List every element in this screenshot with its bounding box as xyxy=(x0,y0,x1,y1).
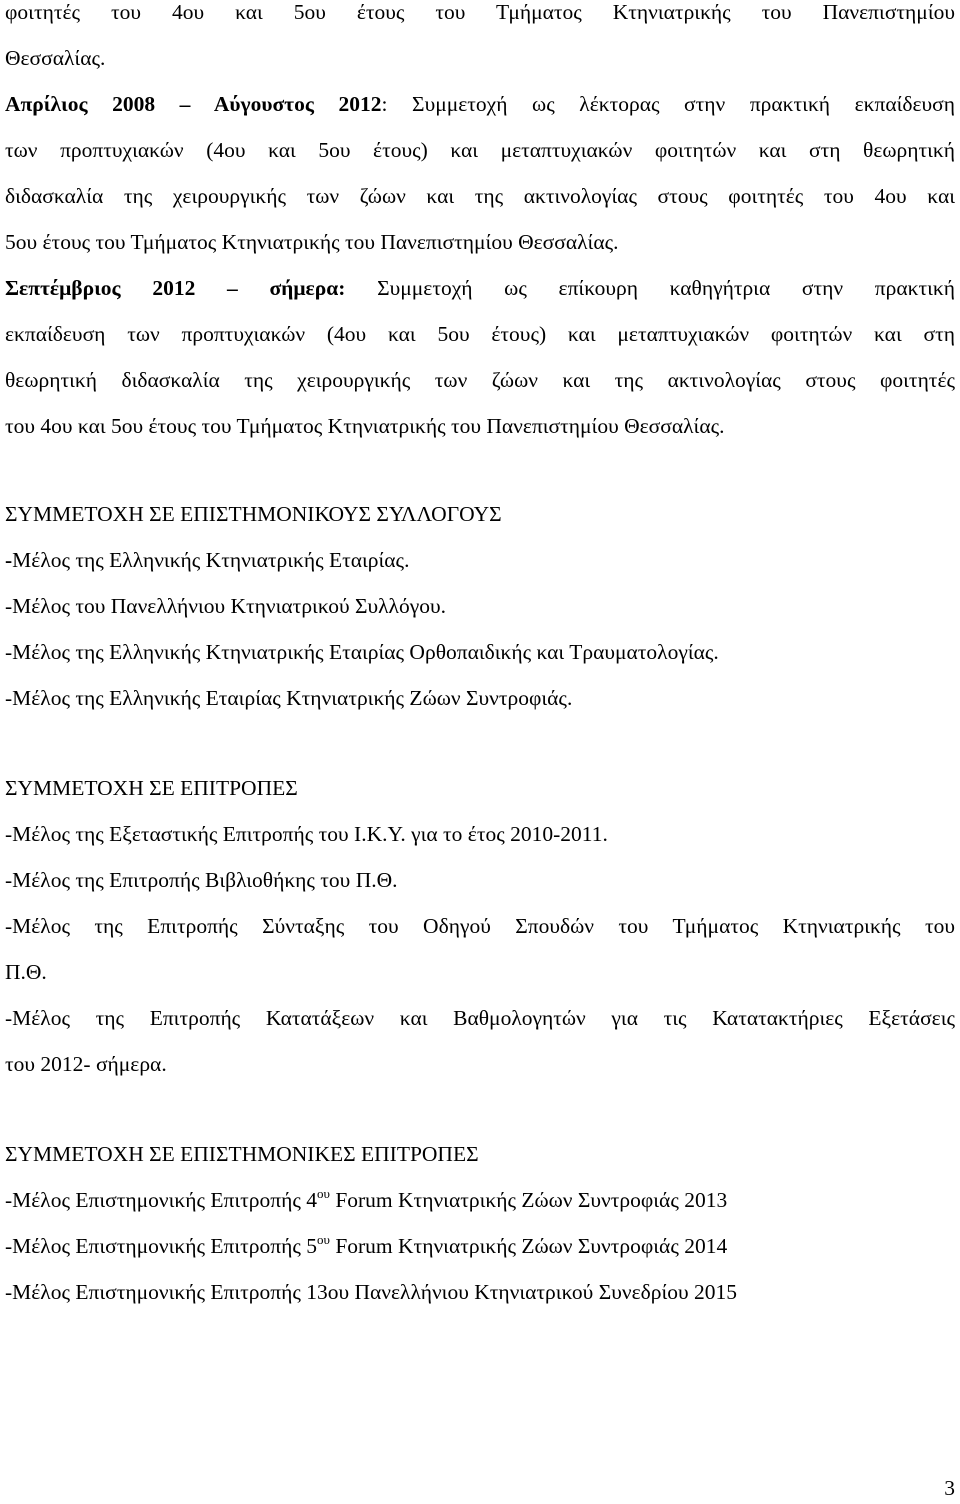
list-item-text: Μέλος της Ελληνικής Κτηνιατρικής Εταιρίας. xyxy=(12,548,410,572)
paragraph-line: του 4ου και 5ου έτους του Τμήματος Κτηνιατρικής του Πανεπιστημίου Θεσσαλίας. xyxy=(5,414,725,438)
paragraph-line: 5ου έτους του Τμήματος Κτηνιατρικής του Πανεπιστημίου Θεσσαλίας. xyxy=(5,230,619,254)
list-item: -Μέλος της Ελληνικής Εταιρίας Κτηνιατρικής Ζώων Συντροφιάς. xyxy=(5,686,573,710)
ordinal-superscript: ου xyxy=(317,1186,330,1201)
list-item: -Μέλος της Επιτροπής Σύνταξης του Οδηγού Σπουδών του Τμήματος Κτηνιατρικής του xyxy=(5,914,955,938)
paragraph-text: Συμμετοχή ως επίκουρη καθηγήτρια στην πρακτική xyxy=(345,276,955,300)
paragraph-line xyxy=(5,274,955,302)
list-item: -Μέλος της Ελληνικής Κτηνιατρικής Εταιρίας Ορθοπαιδικής και Τραυματολογίας. xyxy=(5,640,719,664)
list-item-text: Forum Κτηνιατρικής Ζώων Συντροφιάς 2014 xyxy=(329,1234,728,1258)
list-item-text: -Μέλος Επιστημονικής Επιτροπής 4 xyxy=(5,1188,317,1212)
list-item-continuation: Π.Θ. xyxy=(5,960,47,984)
list-item xyxy=(5,546,955,574)
paragraph-line: εκπαίδευση των προπτυχιακών (4ου και 5ου έτους) και μεταπτυχιακών φοιτητών και στη xyxy=(5,322,955,346)
period-label: Απρίλιος 2008 – Αύγουστος 2012 xyxy=(5,92,382,116)
paragraph-continuation-line: Θεσσαλίας. xyxy=(5,46,106,70)
list-item-text: -Μέλος Επιστημονικής Επιτροπής 5 xyxy=(5,1234,317,1258)
paragraph-line: των προπτυχιακών (4ου και 5ου έτους) και μεταπτυχιακών φοιτητών και στη θεωρητική xyxy=(5,138,955,162)
section-heading-societies: ΣΥΜΜΕΤΟΧΗ ΣΕ ΕΠΙΣΤΗΜΟΝΙΚΟΥΣ ΣΥΛΛΟΓΟΥΣ xyxy=(5,502,502,526)
list-item: -Μέλος της Επιτροπής Κατατάξεων και Βαθμολογητών για τις Κατατακτήριες Εξετάσεις xyxy=(5,1006,955,1030)
list-item: -Μέλος της Εξεταστικής Επιτροπής του Ι.Κ.Υ. για το έτος 2010-2011. xyxy=(5,822,608,846)
list-item-continuation: του 2012- σήμερα. xyxy=(5,1052,167,1076)
list-item-text: Forum Κτηνιατρικής Ζώων Συντροφιάς 2013 xyxy=(329,1188,728,1212)
list-item: -Μέλος του Πανελλήνιου Κτηνιατρικού Συλλόγου. xyxy=(5,594,446,618)
ordinal-superscript: ου xyxy=(317,1232,330,1247)
section-heading-scientific-committees: ΣΥΜΜΕΤΟΧΗ ΣΕ ΕΠΙΣΤΗΜΟΝΙΚΕΣ ΕΠΙΤΡΟΠΕΣ xyxy=(5,1142,479,1166)
list-item xyxy=(5,1186,955,1214)
page-number: 3 xyxy=(944,1476,955,1500)
paragraph-continuation-line: φοιτητές του 4ου και 5ου έτους του Τμήματος Κτηνιατρικής του Πανεπιστημίου xyxy=(5,0,955,24)
paragraph-line: θεωρητική διδασκαλία της χειρουργικής των ζώων και της ακτινολογίας στους φοιτητές xyxy=(5,368,955,392)
list-item: -Μέλος Επιστημονικής Επιτροπής 13ου Πανελλήνιου Κτηνιατρικού Συνεδρίου 2015 xyxy=(5,1280,738,1304)
paragraph-line xyxy=(5,90,955,118)
paragraph-text: : Συμμετοχή ως λέκτορας στην πρακτική εκπαίδευση xyxy=(381,92,955,116)
list-item: -Μέλος της Επιτροπής Βιβλιοθήκης του Π.Θ. xyxy=(5,868,398,892)
period-label: Σεπτέμβριος 2012 – σήμερα: xyxy=(5,276,346,300)
list-item xyxy=(5,1232,955,1260)
section-heading-committees: ΣΥΜΜΕΤΟΧΗ ΣΕ ΕΠΙΤΡΟΠΕΣ xyxy=(5,776,298,800)
paragraph-line: διδασκαλία της χειρουργικής των ζώων και της ακτινολογίας στους φοιτητές του 4ου και xyxy=(5,184,955,208)
list-dash: - xyxy=(5,548,13,572)
